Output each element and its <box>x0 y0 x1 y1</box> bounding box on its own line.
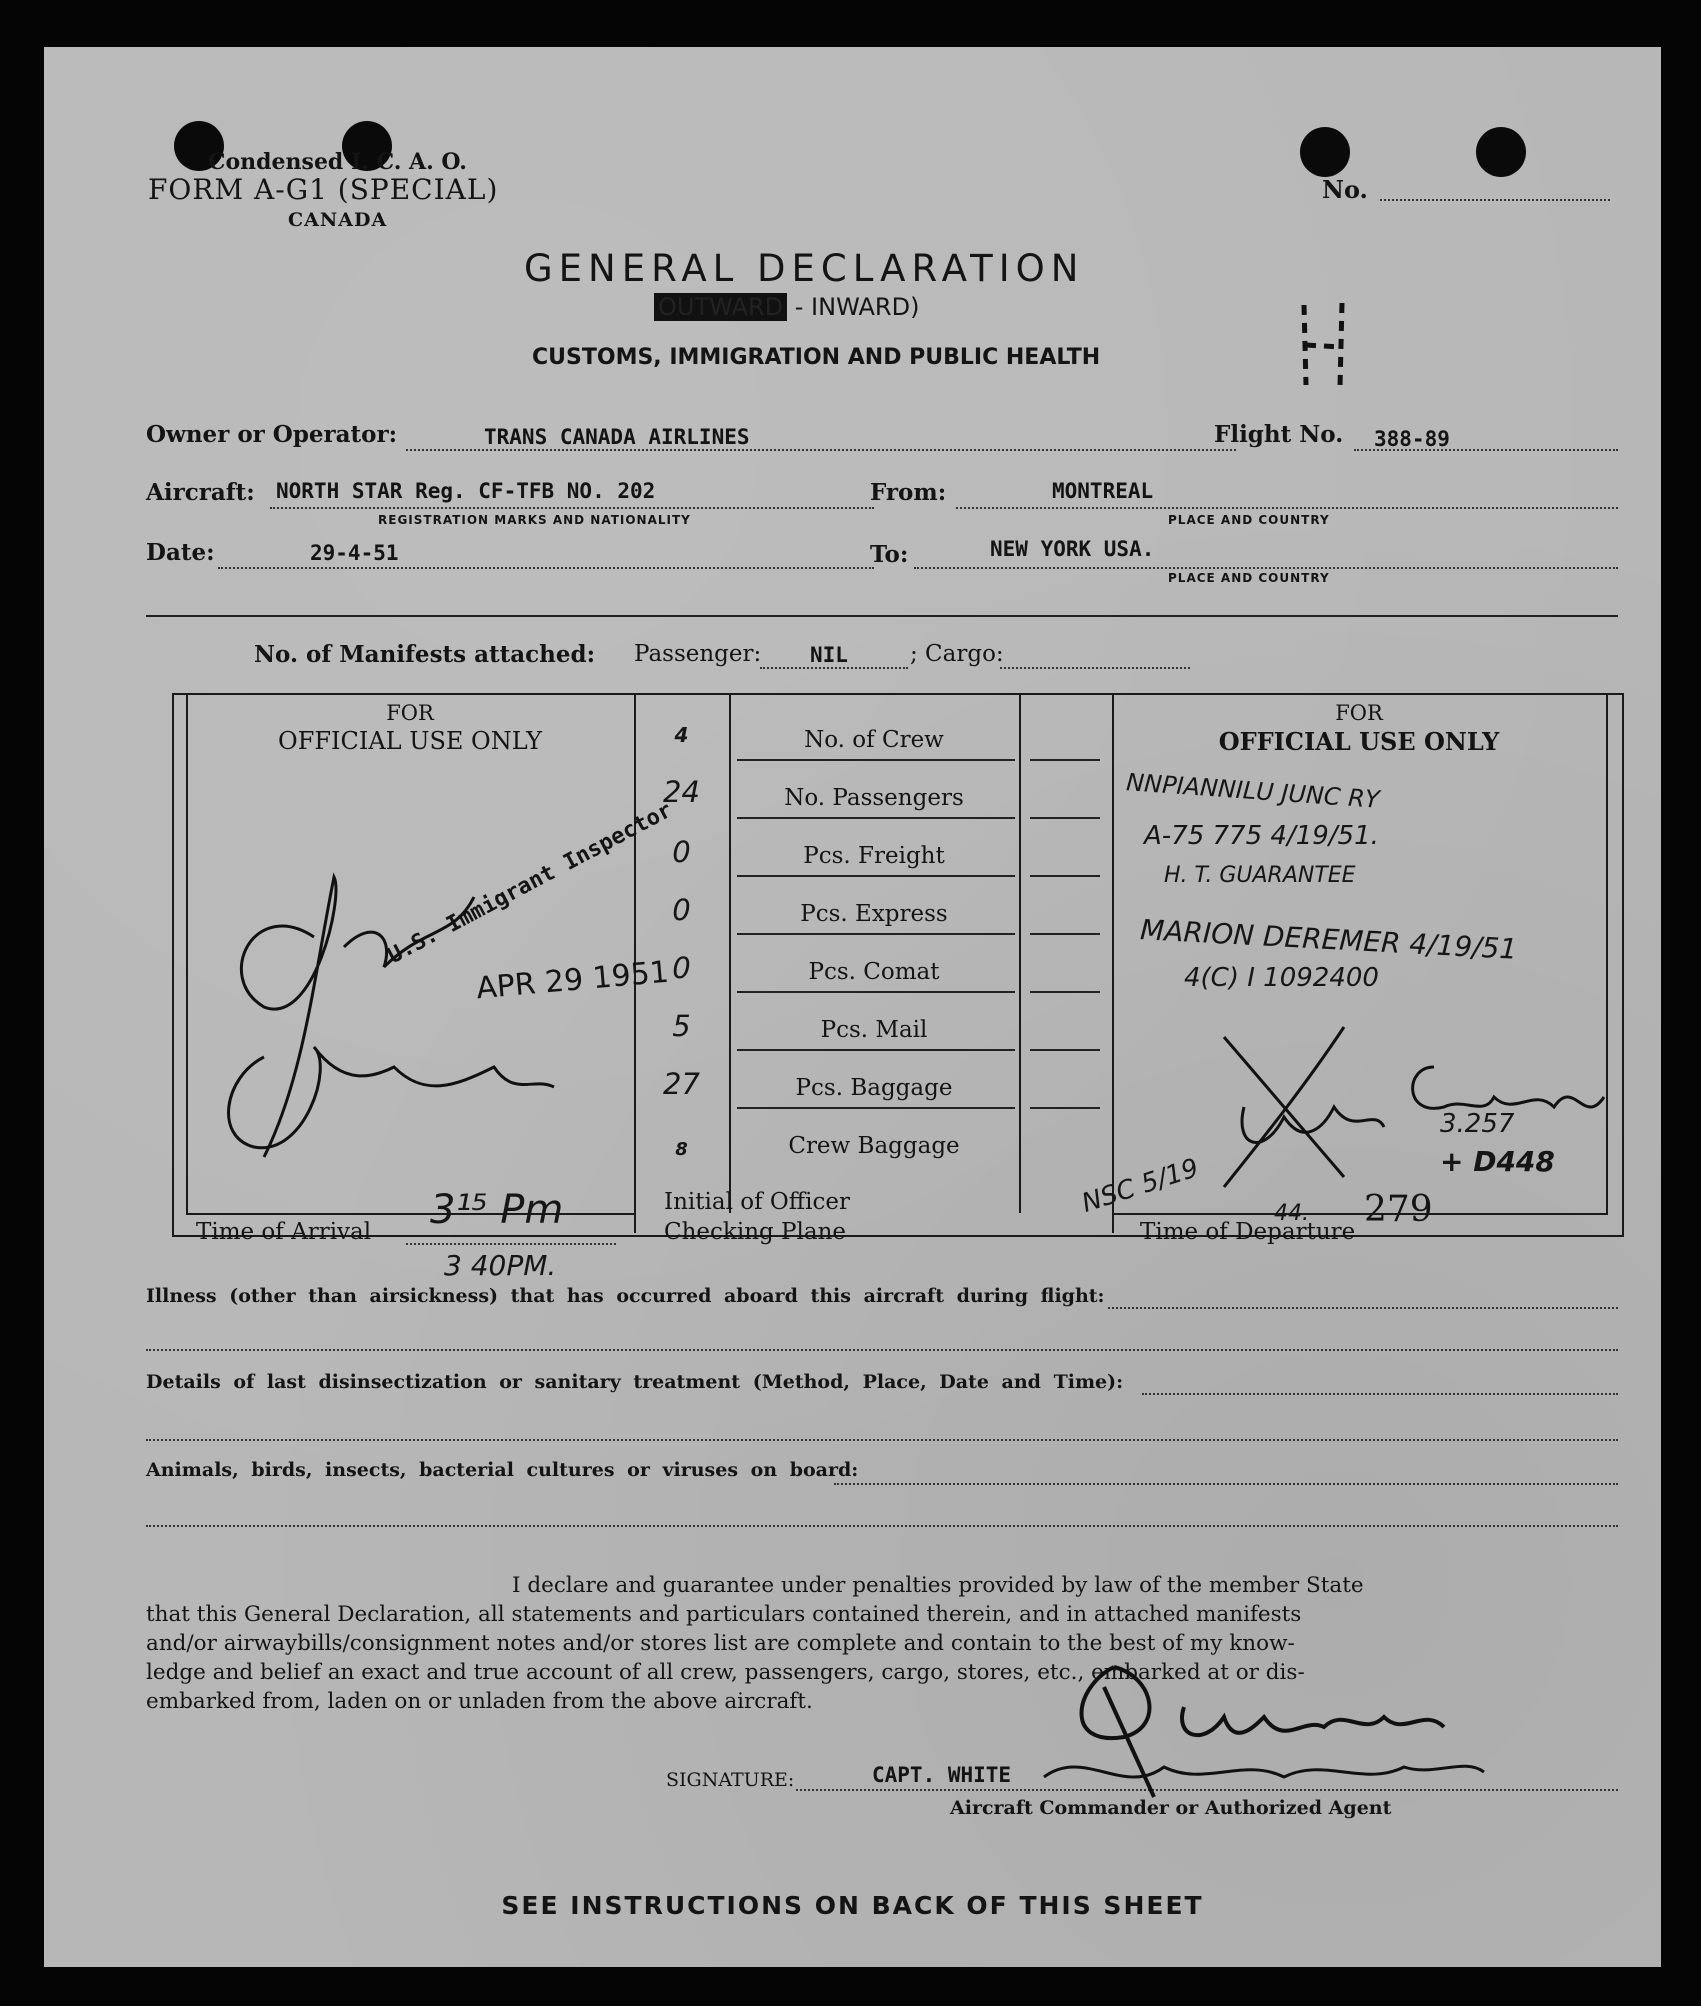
aircraft-field-line <box>270 507 874 509</box>
row-rule <box>737 1049 1015 1051</box>
disinsect-label: Details of last disinsectization or sanitary treatment (Method, Place, Date and Time): <box>146 1371 1124 1393</box>
from-field-line <box>956 507 1618 509</box>
punch-hole <box>1476 127 1526 177</box>
checking-plane-label: Checking Plane <box>664 1219 847 1245</box>
declaration-line-2: that this General Declaration, all statements and particulars contained therein, and in attached manifests <box>146 1602 1302 1627</box>
animals-line-1[interactable] <box>834 1483 1618 1485</box>
right-note-6: 3.257 <box>1440 1109 1515 1139</box>
illness-line-1[interactable] <box>1108 1307 1618 1309</box>
row-label-comat: Pcs. Comat <box>808 959 940 985</box>
right-note-9: 44. <box>1274 1201 1309 1226</box>
passenger-value[interactable]: NIL <box>810 643 848 667</box>
to-caption: PLACE AND COUNTRY <box>1168 571 1330 585</box>
row-value-mail[interactable]: 5 <box>672 1009 691 1043</box>
owner-value[interactable]: TRANS CANADA AIRLINES <box>484 425 750 449</box>
inward-label: - INWARD) <box>794 293 920 321</box>
row-rule <box>1030 817 1100 819</box>
right-note-4: MARION DEREMER 4/19/51 <box>1139 913 1519 966</box>
signature-label: SIGNATURE: <box>666 1769 795 1791</box>
animals-label: Animals, birds, insects, bacterial cultures or viruses on board: <box>146 1459 859 1481</box>
row-label-mail: Pcs. Mail <box>820 1017 928 1043</box>
to-value[interactable]: NEW YORK USA. <box>990 537 1155 561</box>
row-rule <box>737 817 1015 819</box>
signature-value[interactable]: CAPT. WHITE <box>872 1763 1012 1787</box>
right-note-3: H. T. GUARANTEE <box>1164 863 1356 888</box>
struck-subtitle <box>654 293 919 321</box>
signature-scribble-icon <box>194 857 594 1197</box>
from-value[interactable]: MONTREAL <box>1052 479 1154 503</box>
row-label-crew-baggage: Crew Baggage <box>788 1133 960 1159</box>
row-rule <box>737 991 1015 993</box>
right-head-for: FOR <box>1335 701 1383 725</box>
struck-word: OUTWARD <box>654 293 787 321</box>
row-value-crew-baggage[interactable]: 8 <box>675 1139 688 1160</box>
flight-label: Flight No. <box>1214 421 1344 448</box>
left-head-official: OFFICIAL USE ONLY <box>278 727 542 755</box>
country-label: CANADA <box>288 209 388 231</box>
from-label: From: <box>870 479 947 506</box>
stamp-date: APR 29 1951 <box>474 954 671 1007</box>
row-rule <box>737 875 1015 877</box>
right-note-7: + D448 <box>1440 1145 1555 1178</box>
row-rule <box>1030 875 1100 877</box>
row-rule <box>1030 933 1100 935</box>
declaration-line-3: and/or airwaybills/consignment notes and/or stores list are complete and contain to the best of my know- <box>146 1631 1295 1656</box>
from-caption: PLACE AND COUNTRY <box>1168 513 1330 527</box>
to-field-line <box>914 567 1618 569</box>
initial-officer-label: Initial of Officer <box>664 1189 850 1215</box>
captain-signature-icon <box>1004 1647 1564 1807</box>
declaration-line-1: I declare and guarantee under penalties provided by law of the member State <box>512 1573 1364 1598</box>
right-note-2: A-75 775 4/19/51. <box>1144 821 1379 851</box>
row-label-freight: Pcs. Freight <box>803 843 945 869</box>
right-note-5: 4(C) I 1092400 <box>1184 963 1379 993</box>
declaration-line-4: ledge and belief an exact and true account of all crew, passengers, cargo, stores, etc., embarked at or dis- <box>146 1660 1305 1685</box>
aircraft-value[interactable]: NORTH STAR Reg. CF-TFB NO. 202 <box>276 479 656 503</box>
owner-field-line <box>406 449 1236 451</box>
row-rule <box>737 933 1015 935</box>
h-mark-icon <box>1294 295 1354 395</box>
animals-line-2[interactable] <box>146 1525 1618 1527</box>
punch-hole <box>1300 127 1350 177</box>
condensed-label: Condensed I. C. A. O. <box>208 149 467 175</box>
time-arrival-handwritten[interactable]: 3¹⁵ Pm <box>430 1187 564 1233</box>
passenger-label: Passenger: <box>634 641 762 667</box>
time-arrival-handwritten-2: 3 40PM. <box>444 1249 557 1282</box>
divider <box>146 615 1618 617</box>
date-field-line <box>218 567 874 569</box>
right-note-8: NSC 5/19 <box>1078 1153 1203 1219</box>
row-value-baggage[interactable]: 27 <box>663 1067 700 1101</box>
form-sheet <box>44 47 1661 1967</box>
cargo-label: ; Cargo: <box>910 641 1004 667</box>
aircraft-label: Aircraft: <box>146 479 255 506</box>
row-value-passengers[interactable]: 24 <box>663 775 700 809</box>
illness-line-2[interactable] <box>146 1349 1618 1351</box>
instructions-footer: SEE INSTRUCTIONS ON BACK OF THIS SHEET <box>501 1891 1204 1920</box>
row-label-passengers: No. Passengers <box>784 785 964 811</box>
row-rule <box>1030 1049 1100 1051</box>
disinsect-line-2[interactable] <box>146 1439 1618 1441</box>
row-rule <box>737 759 1015 761</box>
row-label-express: Pcs. Express <box>800 901 948 927</box>
cargo-field-line <box>1000 667 1190 669</box>
date-value[interactable]: 29-4-51 <box>310 541 399 565</box>
row-rule <box>1030 991 1100 993</box>
right-signature-icon <box>1184 1007 1624 1207</box>
declaration-line-5: embarked from, laden on or unladen from the above aircraft. <box>146 1689 813 1714</box>
time-arrival-label: Time of Arrival <box>196 1219 372 1245</box>
owner-label: Owner or Operator: <box>146 421 398 448</box>
right-note-1: NNPIANNILU JUNC RY <box>1125 768 1381 814</box>
row-rule <box>1030 759 1100 761</box>
subtitle: CUSTOMS, IMMIGRATION AND PUBLIC HEALTH <box>532 345 1101 370</box>
row-value-express[interactable]: 0 <box>672 893 691 927</box>
row-value-crew[interactable]: 4 <box>674 723 689 747</box>
row-label-baggage: Pcs. Baggage <box>795 1075 953 1101</box>
left-head-for: FOR <box>386 701 434 725</box>
row-rule <box>1030 1107 1100 1109</box>
row-rule <box>737 1107 1015 1109</box>
page-title: GENERAL DECLARATION <box>524 247 1085 290</box>
flight-value[interactable]: 388-89 <box>1374 427 1450 451</box>
signature-caption: Aircraft Commander or Authorized Agent <box>950 1797 1392 1819</box>
row-label-crew: No. of Crew <box>804 727 944 753</box>
passenger-field-line <box>760 667 908 669</box>
row-value-comat[interactable]: 0 <box>672 951 691 985</box>
time-arrival-line <box>406 1243 616 1245</box>
no-label: No. <box>1322 175 1368 204</box>
immigration-stamp: U.S. Immigrant Inspector <box>384 797 677 970</box>
no-field[interactable] <box>1380 199 1610 201</box>
to-label: To: <box>870 541 909 568</box>
disinsect-line-1[interactable] <box>1142 1393 1618 1395</box>
time-departure-value[interactable]: 279 <box>1364 1189 1433 1230</box>
date-label: Date: <box>146 539 215 566</box>
manifests-label: No. of Manifests attached: <box>254 641 596 668</box>
row-value-freight[interactable]: 0 <box>672 835 691 869</box>
illness-label: Illness (other than airsickness) that has occurred aboard this aircraft during flight: <box>146 1285 1105 1307</box>
col-divider-mid <box>1019 693 1021 1213</box>
form-code: FORM A-G1 (SPECIAL) <box>148 173 499 206</box>
right-head-official: OFFICIAL USE ONLY <box>1218 727 1500 756</box>
time-departure-label: Time of Departure <box>1140 1219 1356 1245</box>
aircraft-caption: REGISTRATION MARKS AND NATIONALITY <box>378 513 691 527</box>
